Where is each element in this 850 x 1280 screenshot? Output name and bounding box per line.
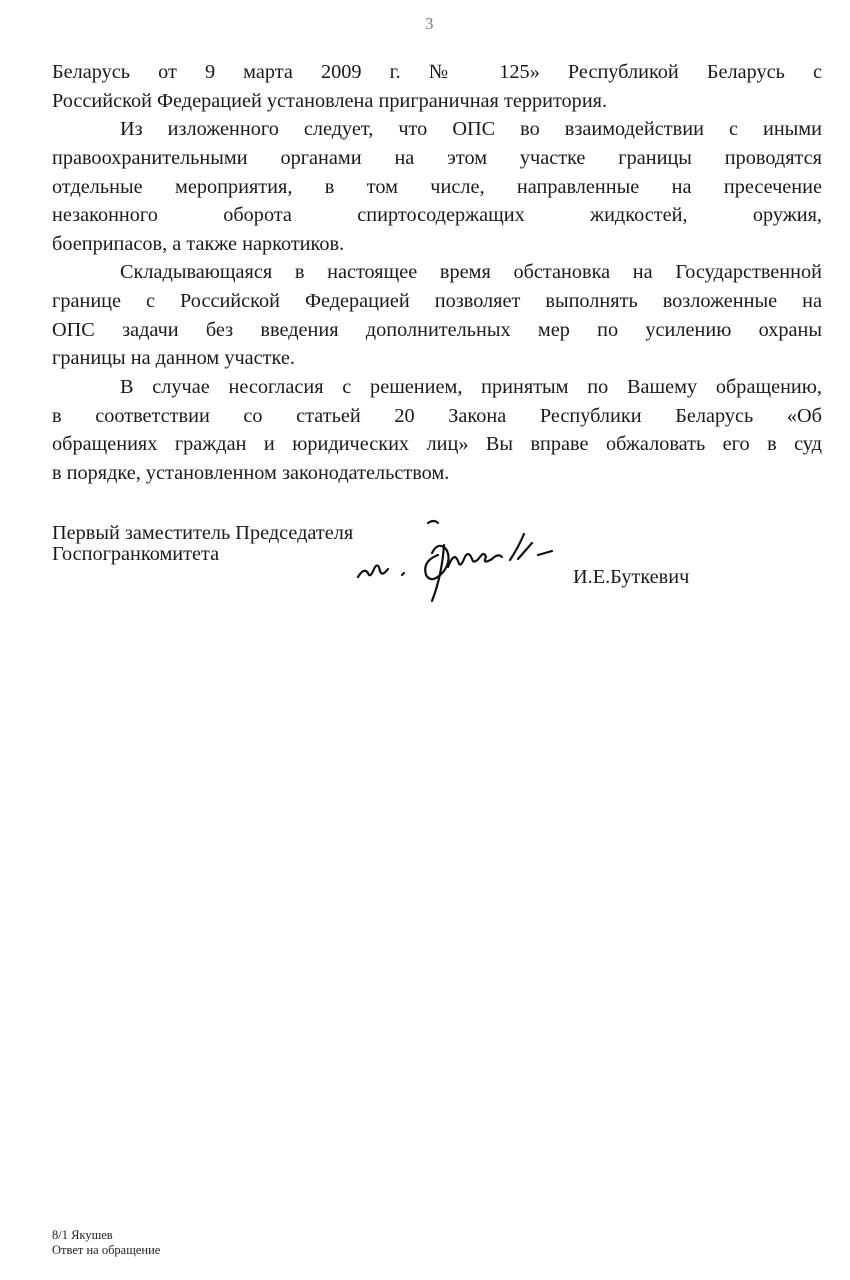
- signatory-name: И.Е.Буткевич: [573, 566, 690, 588]
- footer-note: [52, 1228, 160, 1258]
- position-line: Госпогранкомитета: [52, 543, 220, 565]
- text-line: обращениях граждан и юридических лиц» Вы вправе обжаловать его в суд: [52, 433, 822, 456]
- text-line: отдельные мероприятия, в том числе, направленные на пресечение: [52, 175, 822, 198]
- text-line: Российской Федерацией установлена приграничная территория.: [52, 89, 608, 112]
- text-line: боеприпасов, а также наркотиков.: [52, 232, 345, 255]
- text-line: границе с Российской Федерацией позволяет выполнять возложенные на: [52, 290, 822, 313]
- text-line: Беларусь от 9 марта 2009 г. № 125» Республикой Беларусь с: [52, 61, 822, 83]
- text-line: правоохранительными органами на этом участке границы проводятся: [52, 146, 822, 169]
- signatory-position: [52, 523, 353, 565]
- document-note: Ответ на обращение: [52, 1243, 161, 1257]
- text-line: в порядке, установленном законодательством.: [52, 461, 450, 484]
- text-line: В случае несогласия с решением, принятым по Вашему обращению,: [120, 376, 822, 399]
- text-line: в соответствии со статьей 20 Закона Республики Беларусь «Об: [52, 404, 822, 427]
- letter-body: [52, 58, 822, 488]
- page-number: 3: [425, 14, 434, 33]
- position-line: Первый заместитель Председателя: [52, 522, 354, 544]
- text-line: Из изложенного следует, что ОПС во взаимодействии с иными: [120, 118, 822, 141]
- text-line: границы на данном участке.: [52, 347, 295, 370]
- text-line: незаконного оборота спиртосодержащих жидкостей, оружия,: [52, 204, 822, 227]
- text-line: ОПС задачи без введения дополнительных мер по усилению охраны: [52, 318, 822, 341]
- executor-label: 8/1 Якушев: [52, 1228, 113, 1242]
- text-line: Складывающаяся в настоящее время обстановка на Государственной: [120, 261, 822, 284]
- handwritten-signature: [350, 515, 600, 605]
